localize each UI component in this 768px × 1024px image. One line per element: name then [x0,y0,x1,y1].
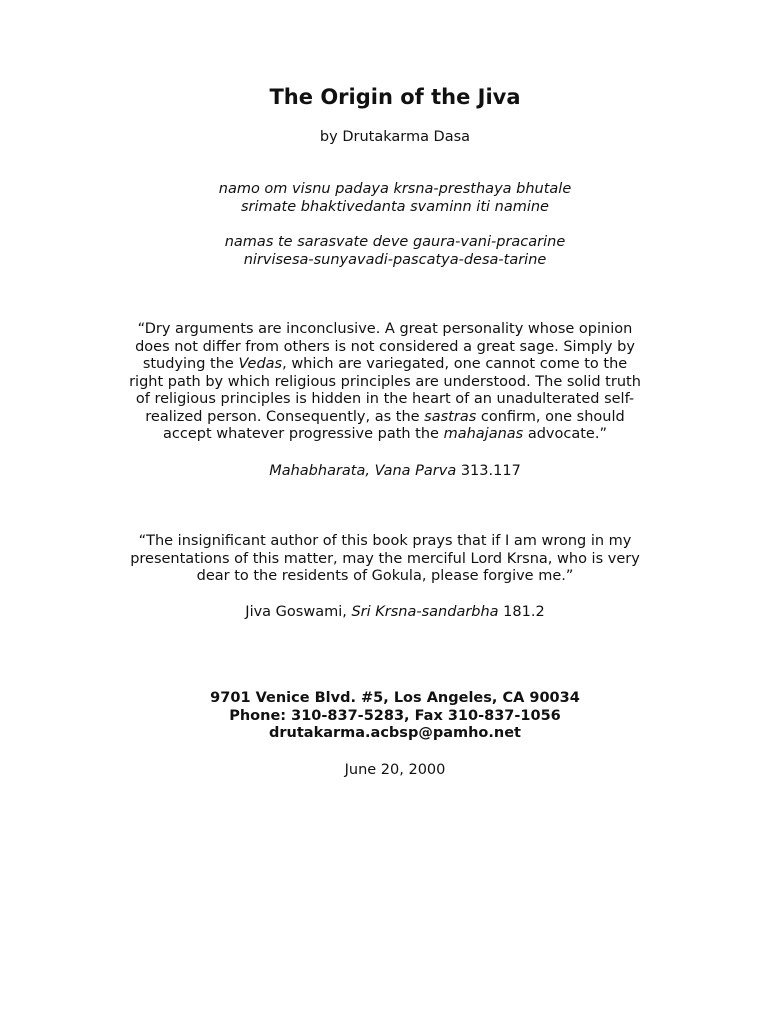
quote-line [110,356,660,374]
invocation-verse-1 [100,181,690,216]
epigraph-quote-2 [110,533,660,586]
citation-work: Sri Krsna-sandarbha [351,604,499,620]
page-title: The Origin of the Jiva [269,85,521,109]
contact-block [100,690,690,743]
quote-emphasis: Vedas [238,356,283,372]
quote-line: does not differ from others is not considered a great sage. Simply by [135,338,635,355]
author-byline: by Drutakarma Dasa [319,129,471,145]
invocation-line: nirvisesa-sunyavadi-pascatya-desa-tarine [243,251,547,268]
quote-line: dear to the residents of Gokula, please forgive me.” [196,568,574,584]
quote-line: of religious principles is hidden in the heart of an unadulterated self- [135,391,635,407]
quote-text: , which are variegated, one cannot come to the [282,356,628,372]
document-date: June 20, 2000 [344,762,446,778]
quote-line: presentations of this matter, may the merciful Lord Krsna, who is very [130,550,640,567]
invocation-line: namas te sarasvate deve gaura-vani-pracarine [224,234,566,250]
quote-line: “The insignificant author of this book prays that if I am wrong in my [138,533,632,549]
invocation-line: srimate bhaktivedanta svaminn iti namine [241,198,549,215]
contact-address: 9701 Venice Blvd. #5, Los Angeles, CA 90034 [210,690,580,706]
citation-1 [100,463,690,481]
citation-author: Jiva Goswami, [245,604,352,620]
quote-line: “Dry arguments are inconclusive. A great personality whose opinion [137,321,633,337]
contact-phone: Phone: 310-837-5283, Fax 310-837-1056 [229,707,561,724]
quote-emphasis: mahajanas [443,426,524,442]
invocation-line: namo om visnu padaya krsna-presthaya bhutale [218,181,572,197]
quote-text: advocate.” [523,426,607,442]
quote-text: accept whatever progressive path the [163,426,444,442]
quote-line: right path by which religious principles are understood. The solid truth [129,373,641,390]
contact-email: drutakarma.acbsp@pamho.net [269,725,521,741]
quote-emphasis: sastras [424,408,477,425]
quote-text: confirm, one should [476,408,625,425]
citation-ref: 313.117 [456,463,521,479]
invocation-verse-2 [100,234,690,269]
quote-line [110,409,660,427]
citation-2 [100,604,690,622]
citation-work: Mahabharata, Vana Parva [269,463,457,479]
quote-text: studying the [142,356,239,372]
quote-text: realized person. Consequently, as the [145,408,425,425]
citation-ref: 181.2 [498,604,545,620]
quote-line [110,426,660,444]
epigraph-quote-1 [110,321,660,444]
